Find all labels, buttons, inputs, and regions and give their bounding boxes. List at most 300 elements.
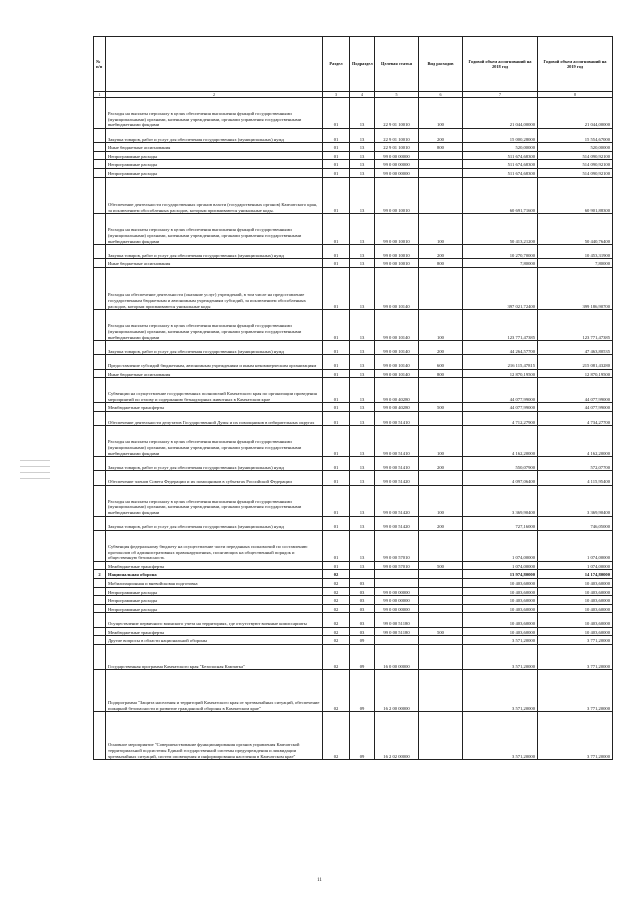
cell-target: 99 0 00 10010 [375, 245, 419, 259]
cell-name: Расходы на выплаты персоналу в целях обеспечения выполнения функций государственными (муниципальными) органами, казенными учреждениями, органами управления государственными внебюджетными фондами [106, 426, 323, 457]
table-row [94, 596, 613, 605]
cell-2019: 10 403,60000 [538, 604, 613, 613]
cell-2018: 727,16000 [463, 516, 538, 530]
cell-2018: 10 403,60000 [463, 587, 538, 596]
cell-target: 22 9 01 10010 [375, 129, 419, 143]
cell-num [94, 259, 106, 268]
table-row [94, 369, 613, 378]
cell-podrazdel: 13 [350, 177, 375, 214]
cell-num [94, 177, 106, 214]
cell-2018: 4 712,27900 [463, 412, 538, 426]
table-row [94, 561, 613, 570]
cell-target [375, 579, 419, 588]
cell-name: Непрограммные расходы [106, 168, 323, 177]
cell-num [94, 579, 106, 588]
cell-vid [419, 160, 463, 169]
cell-2018: 15 000,28000 [463, 129, 538, 143]
table-row [94, 310, 613, 341]
cell-vid: 100 [419, 310, 463, 341]
cell-name: Межбюджетные трансферты [106, 561, 323, 570]
cell-name: Национальная оборона [106, 570, 323, 579]
cell-vid: 500 [419, 627, 463, 636]
cell-num [94, 160, 106, 169]
cell-2019: 12 870,19500 [538, 369, 613, 378]
cell-2018: 1 074,00000 [463, 530, 538, 561]
cell-name: Закупка товаров, работ и услуг для обеспечения государственных (муниципальных) нужд [106, 341, 323, 355]
table-row [94, 457, 613, 471]
cell-target: 99 0 00 10140 [375, 355, 419, 369]
cell-vid: 800 [419, 369, 463, 378]
cell-razdel: 02 [323, 579, 350, 588]
table-row [94, 143, 613, 152]
table-row [94, 160, 613, 169]
cell-2018: 550,07900 [463, 457, 538, 471]
cell-razdel: 01 [323, 214, 350, 245]
cell-2019: 1 074,00000 [538, 561, 613, 570]
cell-target: 99 0 00 00000 [375, 160, 419, 169]
cell-2019: 514 090,92100 [538, 168, 613, 177]
cell-target: 16 2 00 00000 [375, 670, 419, 712]
cell-2018: 511 674,68300 [463, 168, 538, 177]
header-vid: Вид расходов [419, 37, 463, 92]
cell-podrazdel: 09 [350, 644, 375, 669]
table-row [94, 341, 613, 355]
cell-num [94, 245, 106, 259]
cell-num [94, 627, 106, 636]
cell-target: 99 0 00 00000 [375, 168, 419, 177]
cell-2018: 10 403,60000 [463, 627, 538, 636]
cell-podrazdel: 03 [350, 627, 375, 636]
cell-vid: 500 [419, 561, 463, 570]
cell-razdel: 01 [323, 530, 350, 561]
cell-name: Непрограммные расходы [106, 587, 323, 596]
cell-2018: 520,00000 [463, 143, 538, 152]
cell-razdel: 01 [323, 485, 350, 516]
cell-razdel: 01 [323, 259, 350, 268]
header-podrazdel: Подраздел [350, 37, 375, 92]
cell-2019: 7,80000 [538, 259, 613, 268]
cell-2018: 4 097,06400 [463, 471, 538, 485]
cell-2019: 10 403,60000 [538, 627, 613, 636]
budget-table [93, 36, 613, 760]
cell-num [94, 561, 106, 570]
budget-table-container [93, 36, 612, 760]
cell-num [94, 151, 106, 160]
cell-2019: 10 403,60000 [538, 579, 613, 588]
cell-2019: 215 081,43280 [538, 355, 613, 369]
cell-razdel: 01 [323, 471, 350, 485]
cell-num [94, 604, 106, 613]
cell-num [94, 457, 106, 471]
cell-vid [419, 570, 463, 579]
cell-2018: 10 403,60000 [463, 579, 538, 588]
page-number: 11 [317, 878, 322, 883]
cell-num [94, 412, 106, 426]
cell-num [94, 530, 106, 561]
cell-2018: 216 115,47815 [463, 355, 538, 369]
cell-name: Обеспечение деятельности депутатов Государственной Думы и их помощников в избирательных округах [106, 412, 323, 426]
cell-2019: 514 090,92100 [538, 160, 613, 169]
cell-num [94, 98, 106, 129]
cell-target: 99 0 00 57010 [375, 561, 419, 570]
cell-podrazdel: 13 [350, 143, 375, 152]
cell-num [94, 712, 106, 760]
cell-vid [419, 530, 463, 561]
cell-2019: 1 074,00000 [538, 530, 613, 561]
cell-target: 99 0 00 57010 [375, 530, 419, 561]
cell-razdel: 01 [323, 369, 350, 378]
cell-2018: 10 403,60000 [463, 604, 538, 613]
scan-margin-marks [20, 455, 50, 495]
table-header-row [94, 37, 613, 92]
cell-podrazdel: 13 [350, 516, 375, 530]
cell-razdel: 02 [323, 570, 350, 579]
cell-2019: 3 771,20000 [538, 670, 613, 712]
cell-2018: 123 771,47385 [463, 310, 538, 341]
table-row [94, 530, 613, 561]
table-row [94, 570, 613, 579]
cell-razdel: 01 [323, 426, 350, 457]
cell-podrazdel: 13 [350, 267, 375, 309]
cell-vid: 200 [419, 516, 463, 530]
cell-podrazdel: 13 [350, 245, 375, 259]
cell-podrazdel: 03 [350, 596, 375, 605]
cell-razdel: 01 [323, 98, 350, 129]
cell-razdel: 02 [323, 587, 350, 596]
cell-razdel: 01 [323, 341, 350, 355]
table-row [94, 670, 613, 712]
table-row [94, 516, 613, 530]
cell-2019: 3 771,20000 [538, 644, 613, 669]
table-row [94, 712, 613, 760]
cell-razdel: 01 [323, 151, 350, 160]
cell-2018: 3 571,20000 [463, 670, 538, 712]
cell-2019: 3 771,20000 [538, 712, 613, 760]
table-row [94, 604, 613, 613]
cell-name: Закупка товаров, работ и услуг для обеспечения государственных (муниципальных) нужд [106, 245, 323, 259]
cell-target: 99 0 00 10140 [375, 341, 419, 355]
cell-razdel: 01 [323, 245, 350, 259]
cell-num [94, 587, 106, 596]
cell-target: 99 0 00 51420 [375, 471, 419, 485]
table-row [94, 168, 613, 177]
table-row [94, 214, 613, 245]
cell-podrazdel: 13 [350, 129, 375, 143]
cell-name: Непрограммные расходы [106, 151, 323, 160]
cell-2019: 60 901,88300 [538, 177, 613, 214]
cell-target: 99 0 00 00000 [375, 587, 419, 596]
table-row [94, 259, 613, 268]
table-row [94, 644, 613, 669]
table-row [94, 636, 613, 645]
cell-target: 22 9 01 10010 [375, 98, 419, 129]
cell-razdel: 01 [323, 310, 350, 341]
cell-vid [419, 644, 463, 669]
cell-podrazdel: 13 [350, 561, 375, 570]
cell-vid: 200 [419, 129, 463, 143]
cell-vid [419, 670, 463, 712]
cell-2019: 44 077,99000 [538, 403, 613, 412]
cell-name: Непрограммные расходы [106, 160, 323, 169]
cell-vid [419, 151, 463, 160]
cell-vid [419, 378, 463, 403]
column-index: 3 [323, 92, 350, 98]
cell-2018: 44 264,57700 [463, 341, 538, 355]
cell-target [375, 570, 419, 579]
cell-vid: 200 [419, 341, 463, 355]
header-target: Целевая статья [375, 37, 419, 92]
cell-num [94, 636, 106, 645]
cell-podrazdel: 03 [350, 579, 375, 588]
cell-2018: 13 974,80000 [463, 570, 538, 579]
cell-vid: 200 [419, 245, 463, 259]
cell-2018: 511 674,68300 [463, 160, 538, 169]
cell-vid [419, 579, 463, 588]
cell-vid: 200 [419, 457, 463, 471]
cell-razdel: 02 [323, 636, 350, 645]
cell-razdel: 02 [323, 712, 350, 760]
cell-2019: 10 453,31900 [538, 245, 613, 259]
cell-num [94, 355, 106, 369]
cell-2019: 520,00000 [538, 143, 613, 152]
cell-podrazdel: 13 [350, 151, 375, 160]
cell-name: Расходы на выплаты персоналу в целях обеспечения выполнения функций государственными (муниципальными) органами, казенными учреждениями, органами управления государственными внебюджетными фондами [106, 214, 323, 245]
cell-target: 22 9 01 10010 [375, 143, 419, 152]
cell-podrazdel: 09 [350, 712, 375, 760]
cell-2018: 44 077,99000 [463, 403, 538, 412]
table-row [94, 627, 613, 636]
cell-target: 99 0 00 10010 [375, 214, 419, 245]
cell-2018: 1 074,00000 [463, 561, 538, 570]
column-index: 6 [419, 92, 463, 98]
cell-name: Закупка товаров, работ и услуг для обеспечения государственных (муниципальных) нужд [106, 516, 323, 530]
cell-2019: 399 186,90700 [538, 267, 613, 309]
cell-num [94, 267, 106, 309]
cell-podrazdel: 13 [350, 403, 375, 412]
cell-2019: 21 044,00000 [538, 98, 613, 129]
cell-2019: 514 090,92100 [538, 151, 613, 160]
cell-2019: 3 369,90400 [538, 485, 613, 516]
cell-podrazdel: 09 [350, 636, 375, 645]
cell-razdel: 02 [323, 627, 350, 636]
cell-podrazdel: 13 [350, 412, 375, 426]
cell-2019: 4 162,20000 [538, 426, 613, 457]
cell-name: Осуществление первичного воинского учета на территориях, где отсутствуют военные комиссариаты [106, 613, 323, 627]
table-row [94, 587, 613, 596]
cell-razdel: 01 [323, 561, 350, 570]
cell-target: 99 0 00 10140 [375, 369, 419, 378]
cell-razdel: 02 [323, 596, 350, 605]
cell-2018: 3 571,20000 [463, 644, 538, 669]
cell-target: 99 0 00 40280 [375, 378, 419, 403]
cell-2019: 50 440,76400 [538, 214, 613, 245]
cell-vid [419, 412, 463, 426]
cell-vid: 100 [419, 485, 463, 516]
cell-target [375, 636, 419, 645]
cell-razdel: 01 [323, 378, 350, 403]
cell-2018: 397 021,72400 [463, 267, 538, 309]
cell-2019: 10 403,60000 [538, 587, 613, 596]
cell-target: 99 0 00 10010 [375, 177, 419, 214]
cell-2019: 3 771,20000 [538, 636, 613, 645]
table-row [94, 412, 613, 426]
cell-razdel: 01 [323, 355, 350, 369]
cell-2019: 4 115,95400 [538, 471, 613, 485]
table-row [94, 403, 613, 412]
cell-2018: 60 691,71600 [463, 177, 538, 214]
cell-name: Государственная программа Камчатского края "Безопасная Камчатка" [106, 644, 323, 669]
table-row [94, 579, 613, 588]
cell-2018: 4 162,20000 [463, 426, 538, 457]
column-index: 4 [350, 92, 375, 98]
cell-num [94, 143, 106, 152]
cell-vid [419, 177, 463, 214]
cell-vid: 500 [419, 403, 463, 412]
cell-podrazdel: 13 [350, 457, 375, 471]
cell-target: 99 0 00 00000 [375, 596, 419, 605]
cell-target: 99 0 00 51420 [375, 485, 419, 516]
cell-target: 99 0 00 51410 [375, 457, 419, 471]
cell-name: Предоставление субсидий бюджетным, автономным учреждениям и иным некоммерческим организациям [106, 355, 323, 369]
cell-razdel: 01 [323, 143, 350, 152]
cell-2019: 10 403,60000 [538, 613, 613, 627]
cell-num [94, 369, 106, 378]
header-name [106, 37, 323, 92]
cell-2018: 44 077,99000 [463, 378, 538, 403]
header-razdel: Раздел [323, 37, 350, 92]
cell-name: Непрограммные расходы [106, 596, 323, 605]
cell-podrazdel: 13 [350, 259, 375, 268]
cell-name: Закупка товаров, работ и услуг для обеспечения государственных (муниципальных) нужд [106, 457, 323, 471]
cell-vid [419, 712, 463, 760]
cell-2018: 10 403,60000 [463, 613, 538, 627]
cell-num [94, 310, 106, 341]
table-row [94, 613, 613, 627]
cell-2018: 10 270,70000 [463, 245, 538, 259]
cell-target: 99 0 00 40280 [375, 403, 419, 412]
cell-name: Иные бюджетные ассигнования [106, 259, 323, 268]
cell-2018: 3 369,90400 [463, 485, 538, 516]
cell-name: Иные бюджетные ассигнования [106, 143, 323, 152]
cell-razdel: 01 [323, 457, 350, 471]
cell-target: 99 0 00 51180 [375, 613, 419, 627]
cell-podrazdel: 13 [350, 98, 375, 129]
column-index: 5 [375, 92, 419, 98]
cell-2019: 14 174,80000 [538, 570, 613, 579]
cell-podrazdel: 13 [350, 471, 375, 485]
cell-num [94, 670, 106, 712]
cell-vid: 100 [419, 214, 463, 245]
cell-vid: 100 [419, 426, 463, 457]
cell-vid: 600 [419, 355, 463, 369]
cell-vid [419, 471, 463, 485]
cell-podrazdel: 13 [350, 168, 375, 177]
cell-2019: 15 554,67000 [538, 129, 613, 143]
cell-razdel: 01 [323, 129, 350, 143]
cell-target: 99 0 00 10140 [375, 267, 419, 309]
column-index: 7 [463, 92, 538, 98]
column-index: 2 [106, 92, 323, 98]
cell-num [94, 426, 106, 457]
table-row [94, 267, 613, 309]
cell-podrazdel: 03 [350, 604, 375, 613]
cell-name: Субвенция федеральному бюджету на осуществление части переданных полномочий по составлению протоколов об административных правонарушениях, посягающих на общественный порядок и общественную безопасность [106, 530, 323, 561]
cell-num [94, 341, 106, 355]
cell-name: Закупка товаров, работ и услуг для обеспечения государственных (муниципальных) нужд [106, 129, 323, 143]
cell-name: Непрограммные расходы [106, 604, 323, 613]
cell-name: Расходы на выплаты персоналу в целях обеспечения выполнения функций государственными (муниципальными) органами, казенными учреждениями, органами управления государственными внебюджетными фондами [106, 310, 323, 341]
cell-num [94, 214, 106, 245]
cell-2018: 7,80000 [463, 259, 538, 268]
cell-num [94, 168, 106, 177]
cell-name: Расходы на выплаты персоналу в целях обеспечения выполнения функций государственными (муниципальными) органами, казенными учреждениями, органами управления государственными внебюджетными фондами [106, 485, 323, 516]
cell-num [94, 471, 106, 485]
cell-num [94, 129, 106, 143]
cell-target: 99 0 00 10140 [375, 310, 419, 341]
cell-razdel: 01 [323, 168, 350, 177]
cell-2018: 21 044,00000 [463, 98, 538, 129]
cell-2019: 572,07700 [538, 457, 613, 471]
cell-razdel: 02 [323, 644, 350, 669]
cell-podrazdel [350, 570, 375, 579]
cell-vid [419, 596, 463, 605]
cell-vid [419, 636, 463, 645]
cell-podrazdel: 13 [350, 341, 375, 355]
cell-razdel: 01 [323, 160, 350, 169]
cell-podrazdel: 13 [350, 369, 375, 378]
cell-num: 2 [94, 570, 106, 579]
cell-target: 99 0 00 51420 [375, 516, 419, 530]
cell-name: Иные бюджетные ассигнования [106, 369, 323, 378]
table-row [94, 378, 613, 403]
table-row [94, 129, 613, 143]
cell-2019: 47 463,80535 [538, 341, 613, 355]
cell-name: Другие вопросы в области национальной обороны [106, 636, 323, 645]
cell-target: 99 0 00 00000 [375, 604, 419, 613]
cell-razdel: 01 [323, 412, 350, 426]
cell-podrazdel: 13 [350, 530, 375, 561]
cell-razdel: 02 [323, 604, 350, 613]
cell-vid [419, 267, 463, 309]
cell-vid [419, 168, 463, 177]
cell-podrazdel: 03 [350, 613, 375, 627]
cell-2018: 50 413,21200 [463, 214, 538, 245]
cell-num [94, 485, 106, 516]
cell-podrazdel: 13 [350, 426, 375, 457]
cell-name: Субвенции на осуществление государственных полномочий Камчатского края по организации проведения мероприятий по отлову и содержанию безнадзорных животных в Камчатском крае [106, 378, 323, 403]
cell-podrazdel: 13 [350, 160, 375, 169]
column-index: 1 [94, 92, 106, 98]
cell-vid [419, 604, 463, 613]
cell-2018: 10 403,60000 [463, 596, 538, 605]
cell-podrazdel: 03 [350, 587, 375, 596]
table-row [94, 245, 613, 259]
cell-podrazdel: 13 [350, 378, 375, 403]
cell-num [94, 378, 106, 403]
cell-razdel: 02 [323, 613, 350, 627]
cell-razdel: 01 [323, 516, 350, 530]
cell-num [94, 596, 106, 605]
cell-2019: 746,05000 [538, 516, 613, 530]
cell-vid: 100 [419, 98, 463, 129]
cell-vid [419, 613, 463, 627]
cell-name: Расходы на обеспечение деятельности (оказание услуг) учреждений, в том числе на предоставление государственным бюджетным и автономным учреждениям субсидий, за исключением обособленных расходов, которым присваиваются уникальные коды [106, 267, 323, 309]
cell-name: Мобилизационная и вневойсковая подготовка [106, 579, 323, 588]
cell-vid: 800 [419, 259, 463, 268]
cell-razdel: 01 [323, 403, 350, 412]
cell-podrazdel: 13 [350, 355, 375, 369]
cell-2019: 4 734,27700 [538, 412, 613, 426]
